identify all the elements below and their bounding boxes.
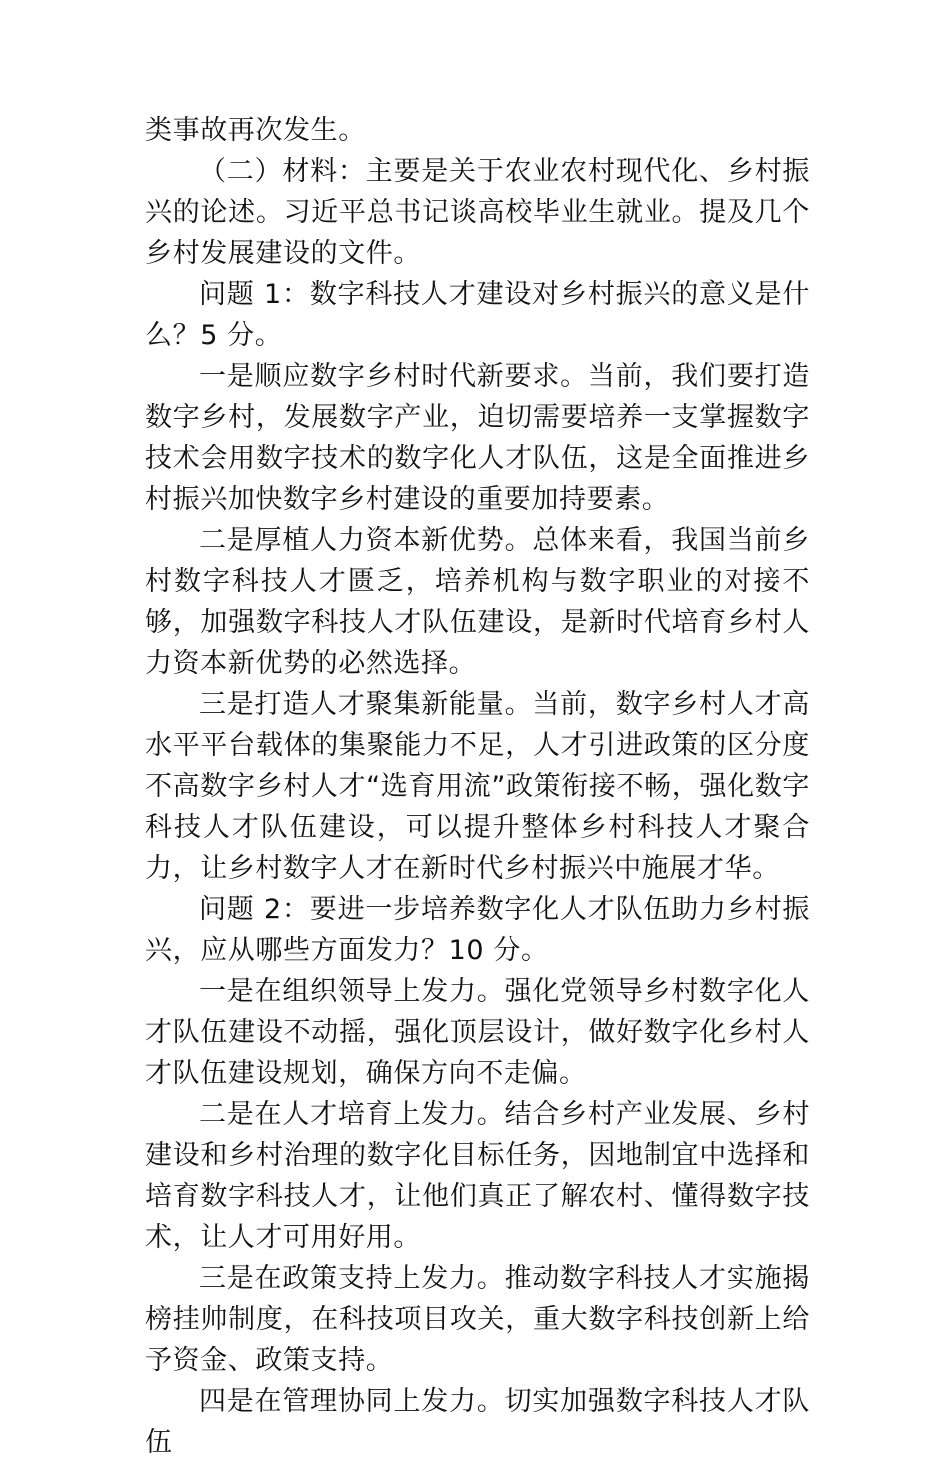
paragraph: 二是在人才培育上发力。结合乡村产业发展、乡村建设和乡村治理的数字化目标任务，因地制宜中选择和培育数字科技人才，让他们真正了解农村、懂得数字技术，让人才可用好用。 (145, 1099, 810, 1253)
paragraph: 三是打造人才聚集新能量。当前，数字乡村人才高水平平台载体的集聚能力不足，人才引进政策的区分度不高数字乡村人才“选育用流”政策衔接不畅，强化数字科技人才队伍建设，可以提升整体乡村科技人才聚合力，让乡村数字人才在新时代乡村振兴中施展才华。 (145, 689, 810, 884)
paragraph: （二）材料：主要是关于农业农村现代化、乡村振兴的论述。习近平总书记谈高校毕业生就业。提及几个乡村发展建设的文件。 (145, 156, 810, 269)
paragraph: 类事故再次发生。 (145, 115, 366, 146)
paragraph: 三是在政策支持上发力。推动数字科技人才实施揭榜挂帅制度，在科技项目攻关，重大数字科技创新上给予资金、政策支持。 (145, 1263, 810, 1376)
document-body (145, 110, 810, 1463)
question-2: 问题 2：要进一步培养数字化人才队伍助力乡村振兴，应从哪些方面发力？10 分。 (145, 894, 810, 966)
paragraph: 一是在组织领导上发力。强化党领导乡村数字化人才队伍建设不动摇，强化顶层设计，做好数字化乡村人才队伍建设规划，确保方向不走偏。 (145, 976, 810, 1089)
paragraph: 四是在管理协同上发力。切实加强数字科技人才队伍 (145, 1386, 810, 1458)
paragraph: 二是厚植人力资本新优势。总体来看，我国当前乡村数字科技人才匮乏，培养机构与数字职业的对接不够，加强数字科技人才队伍建设，是新时代培育乡村人力资本新优势的必然选择。 (145, 525, 810, 679)
paragraph: 一是顺应数字乡村时代新要求。当前，我们要打造数字乡村，发展数字产业，迫切需要培养一支掌握数字技术会用数字技术的数字化人才队伍，这是全面推进乡村振兴加快数字乡村建设的重要加持要素。 (145, 361, 810, 515)
question-1: 问题 1：数字科技人才建设对乡村振兴的意义是什么？5 分。 (145, 279, 810, 351)
